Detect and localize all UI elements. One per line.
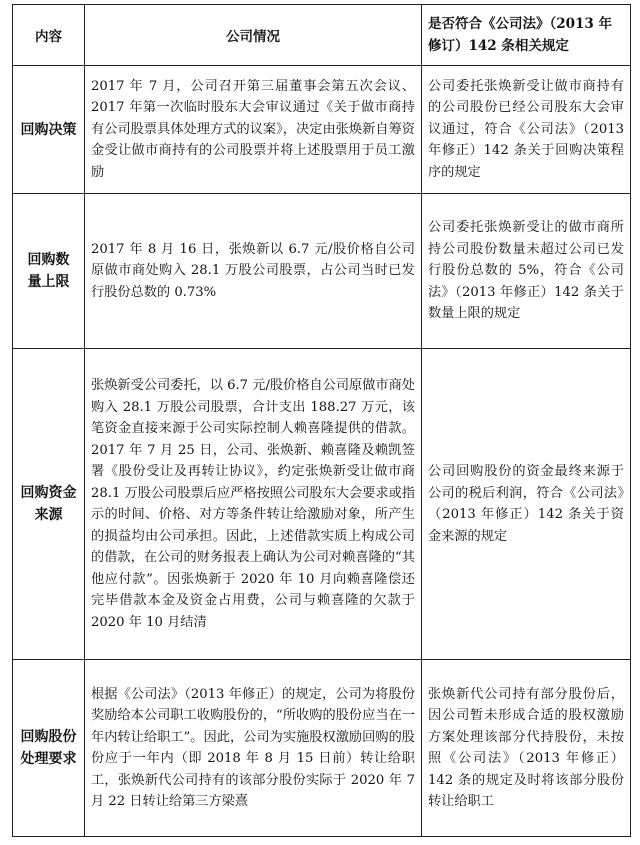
row-situation: 张焕新受公司委托，以 6.7 元/股价格自公司原做市商处购入 28.1 万股公司股票，合计支出 188.27 万元，该笔资金直接来源于公司实际控制人赖喜隆提供的借款。2017 年 7 月 25 日，公司、张焕新、赖喜隆及赖凯签署《股份受让及再转让协议》，约定张焕新受让做市商 28.1 万股公司股票后应严格按照公司股东大会要求或指示的时间、价格、对方等条件转让给激励对象，所产生的损益均由公司承担。因此，上述借款实质上构成公司的借款，在公司的财务报表上确认为公司对赖喜隆的“其他应付款”。因张焕新于 2020 年 10 月向赖喜隆偿还完毕借款本金及资金占用费，公司与赖喜隆的欠款于 2020 年 10 月结清 xyxy=(85,349,422,660)
row-label-text: 回购资金来源 xyxy=(20,485,77,523)
table-header-row xyxy=(13,5,631,66)
header-company-situation: 公司情况 xyxy=(85,5,422,66)
row-label xyxy=(13,660,85,837)
row-compliance: 公司回购股份的资金最终来源于公司的税后利润，符合《公司法》（2013 年修正）142 条关于资金来源的规定 xyxy=(422,349,631,660)
row-situation: 2017 年 8 月 16 日，张焕新以 6.7 元/股价格自公司原做市商处购入 28.1 万股公司股票，占公司当时已发行股份总数的 0.73% xyxy=(85,194,422,349)
header-compliance xyxy=(422,5,631,66)
row-label-text: 回购数量上限 xyxy=(27,252,70,290)
row-compliance: 公司委托张焕新受让做市商持有的公司股份已经公司股东大会审议通过，符合《公司法》（2013 年修正）142 条关于回购决策程序的规定 xyxy=(422,66,631,194)
table-row xyxy=(13,194,631,349)
row-label xyxy=(13,349,85,660)
row-label-text: 回购决策 xyxy=(20,121,77,138)
row-label-text: 回购股份处理要求 xyxy=(20,729,77,767)
row-compliance: 公司委托张焕新受让的做市商所持公司股份数量未超过公司已发行股份总数的 5%，符合《公司法》（2013 年修正）142 条关于数量上限的规定 xyxy=(422,194,631,349)
header-content: 内容 xyxy=(13,5,85,66)
table-row xyxy=(13,66,631,194)
row-situation: 根据《公司法》（2013 年修正）的规定，公司为将股份奖励给本公司职工收购股份的，“所收购的股份应当在一年内转让给职工”。因此，公司为实施股权激励回购的股份应于一年内（即 2018 年 8 月 15 日前）转让给职工，张焕新代公司持有的该部分股份实际于 2020 年 7 月 22 日转让给第三方梁熹 xyxy=(85,660,422,837)
row-label xyxy=(13,66,85,194)
row-situation: 2017 年 7 月，公司召开第三届董事会第五次会议、2017 年第一次临时股东大会审议通过《关于做市商持有公司股票具体处理方式的议案》，决定由张焕新自筹资金受让做市商持有的公司股票并将上述股票用于员工激励 xyxy=(85,66,422,194)
row-label xyxy=(13,194,85,349)
row-compliance: 张焕新代公司持有部分股份后，因公司暂未形成合适的股权激励方案处理该部分代持股份，未按照《公司法》（2013 年修正）142 条的规定及时将该部分股份转让给职工 xyxy=(422,660,631,837)
table-row xyxy=(13,660,631,837)
table-row xyxy=(13,349,631,660)
header-compliance-text: 是否符合《公司法》（2013 年修订）142 条相关规定 xyxy=(428,16,613,54)
compliance-table xyxy=(12,4,631,837)
